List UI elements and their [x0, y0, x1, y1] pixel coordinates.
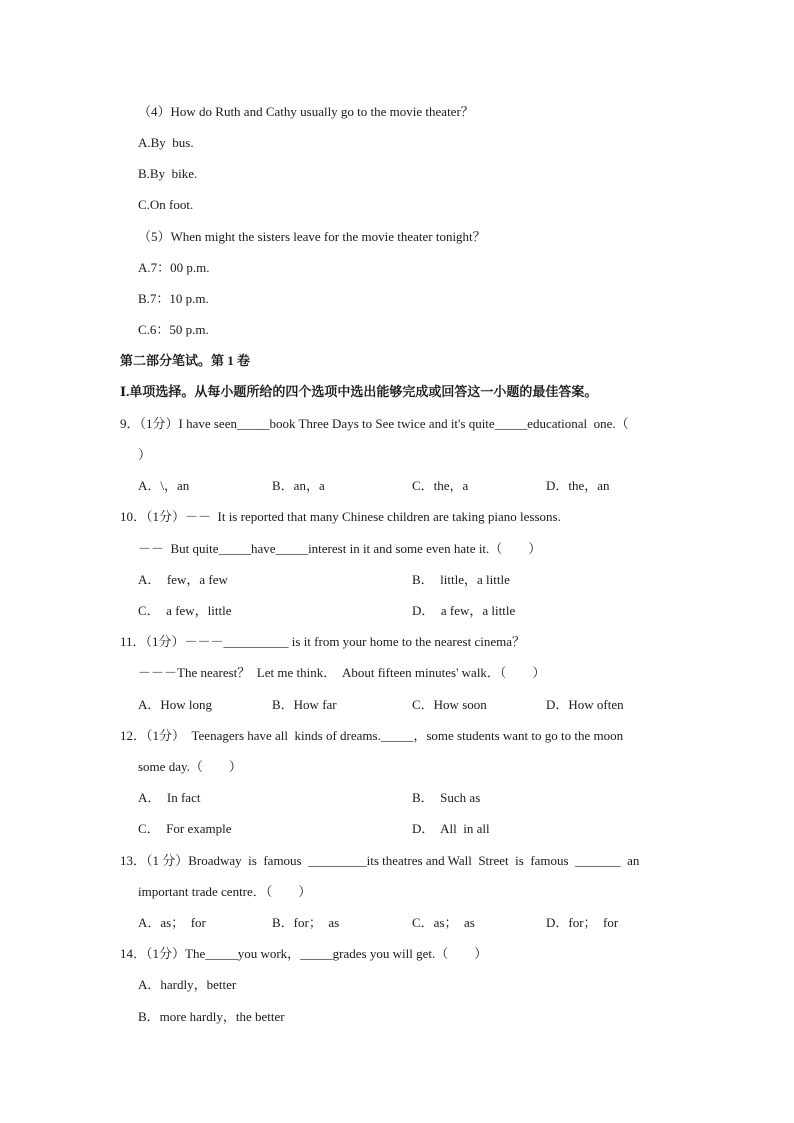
- question-11-options: [0, 697, 794, 713]
- question-9-option-a: A．\，an: [138, 478, 190, 493]
- question-4-option-a: A.By bus.: [138, 135, 194, 150]
- question-13-text: 13．（1 分）Broadway is famous _________its theatres and Wall Street is famous _______ an: [120, 853, 640, 868]
- question-5-option-c: C.6：50 p.m.: [138, 322, 209, 337]
- question-10-option-d: D． a few，a little: [412, 603, 516, 618]
- question-12-option-c: C． For example: [138, 821, 232, 836]
- question-10-text-cont: －－ But quite_____have_____interest in it and some even hate it.（ ）: [138, 541, 542, 556]
- question-10-text: 10．（1分）－－ It is reported that many Chinese children are taking piano lessons.: [120, 509, 561, 524]
- part-1-instruction: Ⅰ.单项选择。从每小题所给的四个选项中选出能够完成或回答这一小题的最佳答案。: [120, 384, 598, 399]
- question-12-option-b: B． Such as: [412, 790, 481, 805]
- question-13-option-c: C．as； as: [412, 915, 475, 930]
- question-14-option-a: A．hardly，better: [138, 977, 237, 992]
- question-9-text: 9．（1分）I have seen_____book Three Days to See twice and it's quite_____educational one.（: [120, 416, 629, 431]
- question-13-text-cont: important trade centre．（ ）: [138, 884, 312, 899]
- section-heading: 第二部分笔试。第 1 卷: [120, 353, 251, 368]
- question-12-text-cont: some day.（ ）: [138, 759, 242, 774]
- question-11-text: 11．（1分）－－－__________ is it from your home to the nearest cinema？: [120, 634, 525, 649]
- question-11-option-b: B．How far: [272, 697, 337, 712]
- question-11-text-cont: －－－The nearest？ Let me think． About fifteen minutes' walk．（ ）: [138, 665, 546, 680]
- question-10-option-a: A． few，a few: [138, 572, 228, 587]
- question-9-option-d: D．the，an: [546, 478, 610, 493]
- question-14-text: 14．（1分）The_____you work，_____grades you will get.（ ）: [120, 946, 488, 961]
- question-10-options-row1: [0, 572, 794, 588]
- question-12-options-row2: [0, 821, 794, 837]
- question-5-option-b: B.7：10 p.m.: [138, 291, 209, 306]
- question-14-option-b: B．more hardly，the better: [138, 1009, 285, 1024]
- question-5-option-a: A.7：00 p.m.: [138, 260, 210, 275]
- question-9-options: [0, 478, 794, 494]
- question-12-option-a: A． In fact: [138, 790, 201, 805]
- question-11-option-a: A．How long: [138, 697, 213, 712]
- question-13-option-a: A．as； for: [138, 915, 206, 930]
- question-9-option-b: B．an，a: [272, 478, 325, 493]
- question-13-option-b: B．for； as: [272, 915, 340, 930]
- question-10-options-row2: [0, 603, 794, 619]
- question-12-text: 12．（1分） Teenagers have all kinds of dreams._____，some students want to go to the moon: [120, 728, 624, 743]
- question-12-options-row1: [0, 790, 794, 806]
- question-4-option-c: C.On foot.: [138, 197, 194, 212]
- question-9-option-c: C．the，a: [412, 478, 469, 493]
- question-4-text: （4）How do Ruth and Cathy usually go to the movie theater？: [138, 104, 474, 119]
- question-11-option-c: C．How soon: [412, 697, 487, 712]
- question-10-option-b: B． little，a little: [412, 572, 510, 587]
- question-10-option-c: C． a few，little: [138, 603, 232, 618]
- question-4-option-b: B.By bike.: [138, 166, 198, 181]
- question-9-text-cont: ）: [138, 447, 152, 462]
- question-12-option-d: D． All in all: [412, 821, 490, 836]
- question-11-option-d: D．How often: [546, 697, 624, 712]
- question-13-options: [0, 915, 794, 931]
- question-5-text: （5）When might the sisters leave for the movie theater tonight？: [138, 229, 486, 244]
- question-13-option-d: D．for； for: [546, 915, 619, 930]
